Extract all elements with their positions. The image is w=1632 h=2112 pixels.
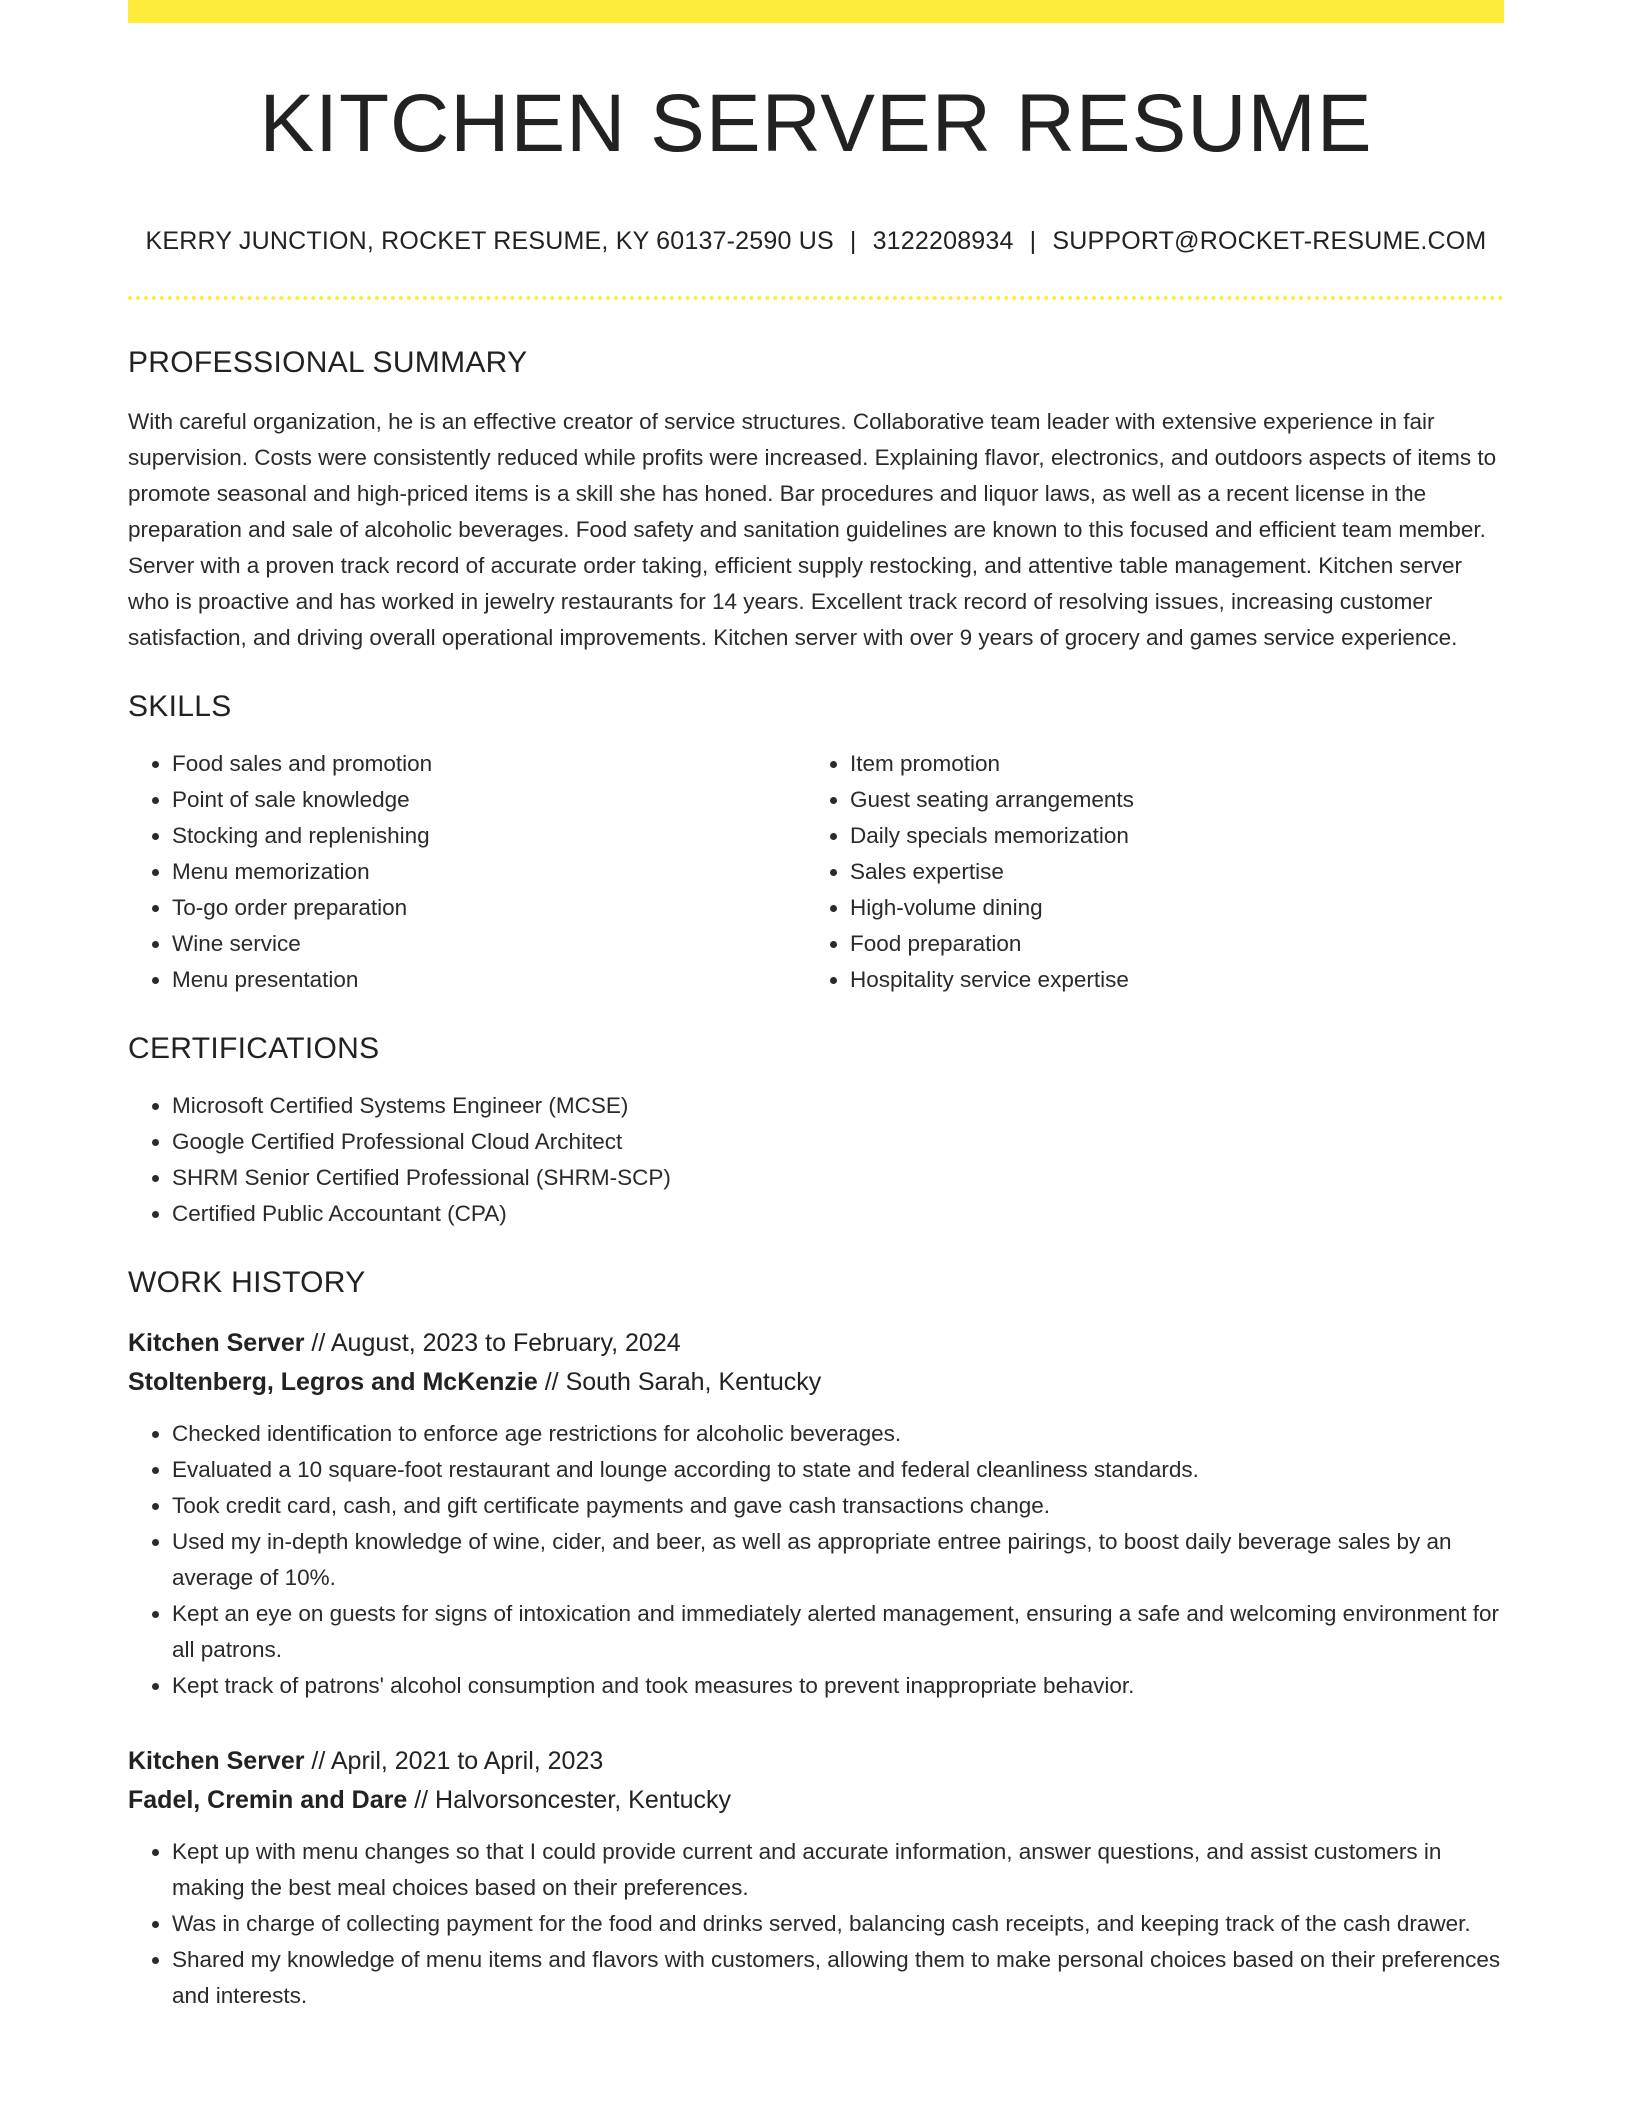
certification-item: • SHRM Senior Certified Professional (SHRM-SCP)	[172, 1160, 1504, 1196]
job-bullet: • Used my in-depth knowledge of wine, cider, and beer, as well as appropriate entree pairings, to boost daily beverage sales by an average of 10%.	[172, 1524, 1504, 1596]
skill-item: • High-volume dining	[850, 890, 1484, 926]
skill-item: • Food sales and promotion	[172, 746, 806, 782]
resume-page	[128, 0, 1504, 2014]
certification-item: • Google Certified Professional Cloud Architect	[172, 1124, 1504, 1160]
contact-email[interactable]: SUPPORT@ROCKET-RESUME.COM	[1052, 227, 1487, 255]
job-dates: // August, 2023 to February, 2024	[304, 1329, 681, 1357]
job-entry	[128, 1742, 1504, 2014]
skills-list-right	[806, 746, 1484, 998]
skill-item: • Sales expertise	[850, 854, 1484, 890]
certifications-list	[128, 1088, 1504, 1232]
contact-separator: |	[1029, 227, 1037, 255]
job-company-line	[128, 1363, 1504, 1402]
summary-heading: PROFESSIONAL SUMMARY	[128, 346, 528, 379]
work-history-heading: WORK HISTORY	[128, 1266, 366, 1299]
contact-line	[128, 229, 1504, 254]
skill-item: • Menu memorization	[172, 854, 806, 890]
certification-item: • Certified Public Accountant (CPA)	[172, 1196, 1504, 1232]
skill-item: • Hospitality service expertise	[850, 962, 1484, 998]
skill-item: • Wine service	[172, 926, 806, 962]
contact-phone[interactable]: 3122208934	[872, 227, 1014, 255]
resume-title: KITCHEN SERVER RESUME	[259, 78, 1373, 169]
job-bullet: • Kept an eye on guests for signs of intoxication and immediately alerted management, ensuring a safe and welcoming environment for all patrons.	[172, 1596, 1504, 1668]
summary-text: With careful organization, he is an effective creator of service structures. Collaborative team leader with extensive experience in fair supervision. Costs were consistently reduced while profits were increased. Explaining flavor, electronics, and outdoors aspects of items to promote seasonal and high-priced items is a skill she has honed. Bar procedures and liquor laws, as well as a recent license in the preparation and sale of alcoholic beverages. Food safety and sanitation guidelines are known to this focused and efficient team member. Server with a proven track record of accurate order taking, efficient supply restocking, and attentive table management. Kitchen server who is proactive and has worked in jewelry restaurants for 14 years. Excellent track record of resolving issues, increasing customer satisfaction, and driving overall operational improvements. Kitchen server with over 9 years of grocery and games service experience.	[128, 409, 1497, 650]
job-bullets	[128, 1416, 1504, 1704]
job-company: Stoltenberg, Legros and McKenzie	[128, 1368, 538, 1396]
job-dates: // April, 2021 to April, 2023	[304, 1747, 604, 1775]
job-title-line	[128, 1742, 1504, 1781]
job-company: Fadel, Cremin and Dare	[128, 1786, 408, 1814]
job-entry	[128, 1324, 1504, 1704]
skill-item: • Guest seating arrangements	[850, 782, 1484, 818]
skill-item: • Stocking and replenishing	[172, 818, 806, 854]
job-title: Kitchen Server	[128, 1747, 305, 1775]
job-bullet: • Took credit card, cash, and gift certificate payments and gave cash transactions change.	[172, 1488, 1504, 1524]
job-location: // South Sarah, Kentucky	[537, 1368, 822, 1396]
job-bullet: • Shared my knowledge of menu items and flavors with customers, allowing them to make personal choices based on their preferences and interests.	[172, 1942, 1504, 2014]
job-bullet: • Was in charge of collecting payment for the food and drinks served, balancing cash receipts, and keeping track of the cash drawer.	[172, 1906, 1504, 1942]
job-title: Kitchen Server	[128, 1329, 305, 1357]
job-bullet: • Checked identification to enforce age restrictions for alcoholic beverages.	[172, 1416, 1504, 1452]
job-bullet: • Evaluated a 10 square-foot restaurant and lounge according to state and federal cleanliness standards.	[172, 1452, 1504, 1488]
skill-item: • Daily specials memorization	[850, 818, 1484, 854]
accent-top-bar	[128, 0, 1504, 23]
skill-item: • Point of sale knowledge	[172, 782, 806, 818]
skill-item: • Menu presentation	[172, 962, 806, 998]
skills-grid	[128, 746, 1504, 998]
skill-item: • To-go order preparation	[172, 890, 806, 926]
dotted-divider	[128, 296, 1504, 300]
skill-item: • Food preparation	[850, 926, 1484, 962]
job-location: // Halvorsoncester, Kentucky	[407, 1786, 732, 1814]
job-bullet: • Kept track of patrons' alcohol consumption and took measures to prevent inappropriate behavior.	[172, 1668, 1504, 1704]
skills-list-left	[128, 746, 806, 998]
contact-separator: |	[849, 227, 857, 255]
job-title-line	[128, 1324, 1504, 1363]
skill-item: • Item promotion	[850, 746, 1484, 782]
skills-heading: SKILLS	[128, 690, 232, 723]
job-bullet: • Kept up with menu changes so that I could provide current and accurate information, answer questions, and assist customers in making the best meal choices based on their preferences.	[172, 1834, 1504, 1906]
job-company-line	[128, 1781, 1504, 1820]
certifications-heading: CERTIFICATIONS	[128, 1032, 380, 1065]
job-bullets	[128, 1834, 1504, 2014]
contact-address: KERRY JUNCTION, ROCKET RESUME, KY 60137-2590 US	[145, 227, 834, 255]
certification-item: • Microsoft Certified Systems Engineer (MCSE)	[172, 1088, 1504, 1124]
